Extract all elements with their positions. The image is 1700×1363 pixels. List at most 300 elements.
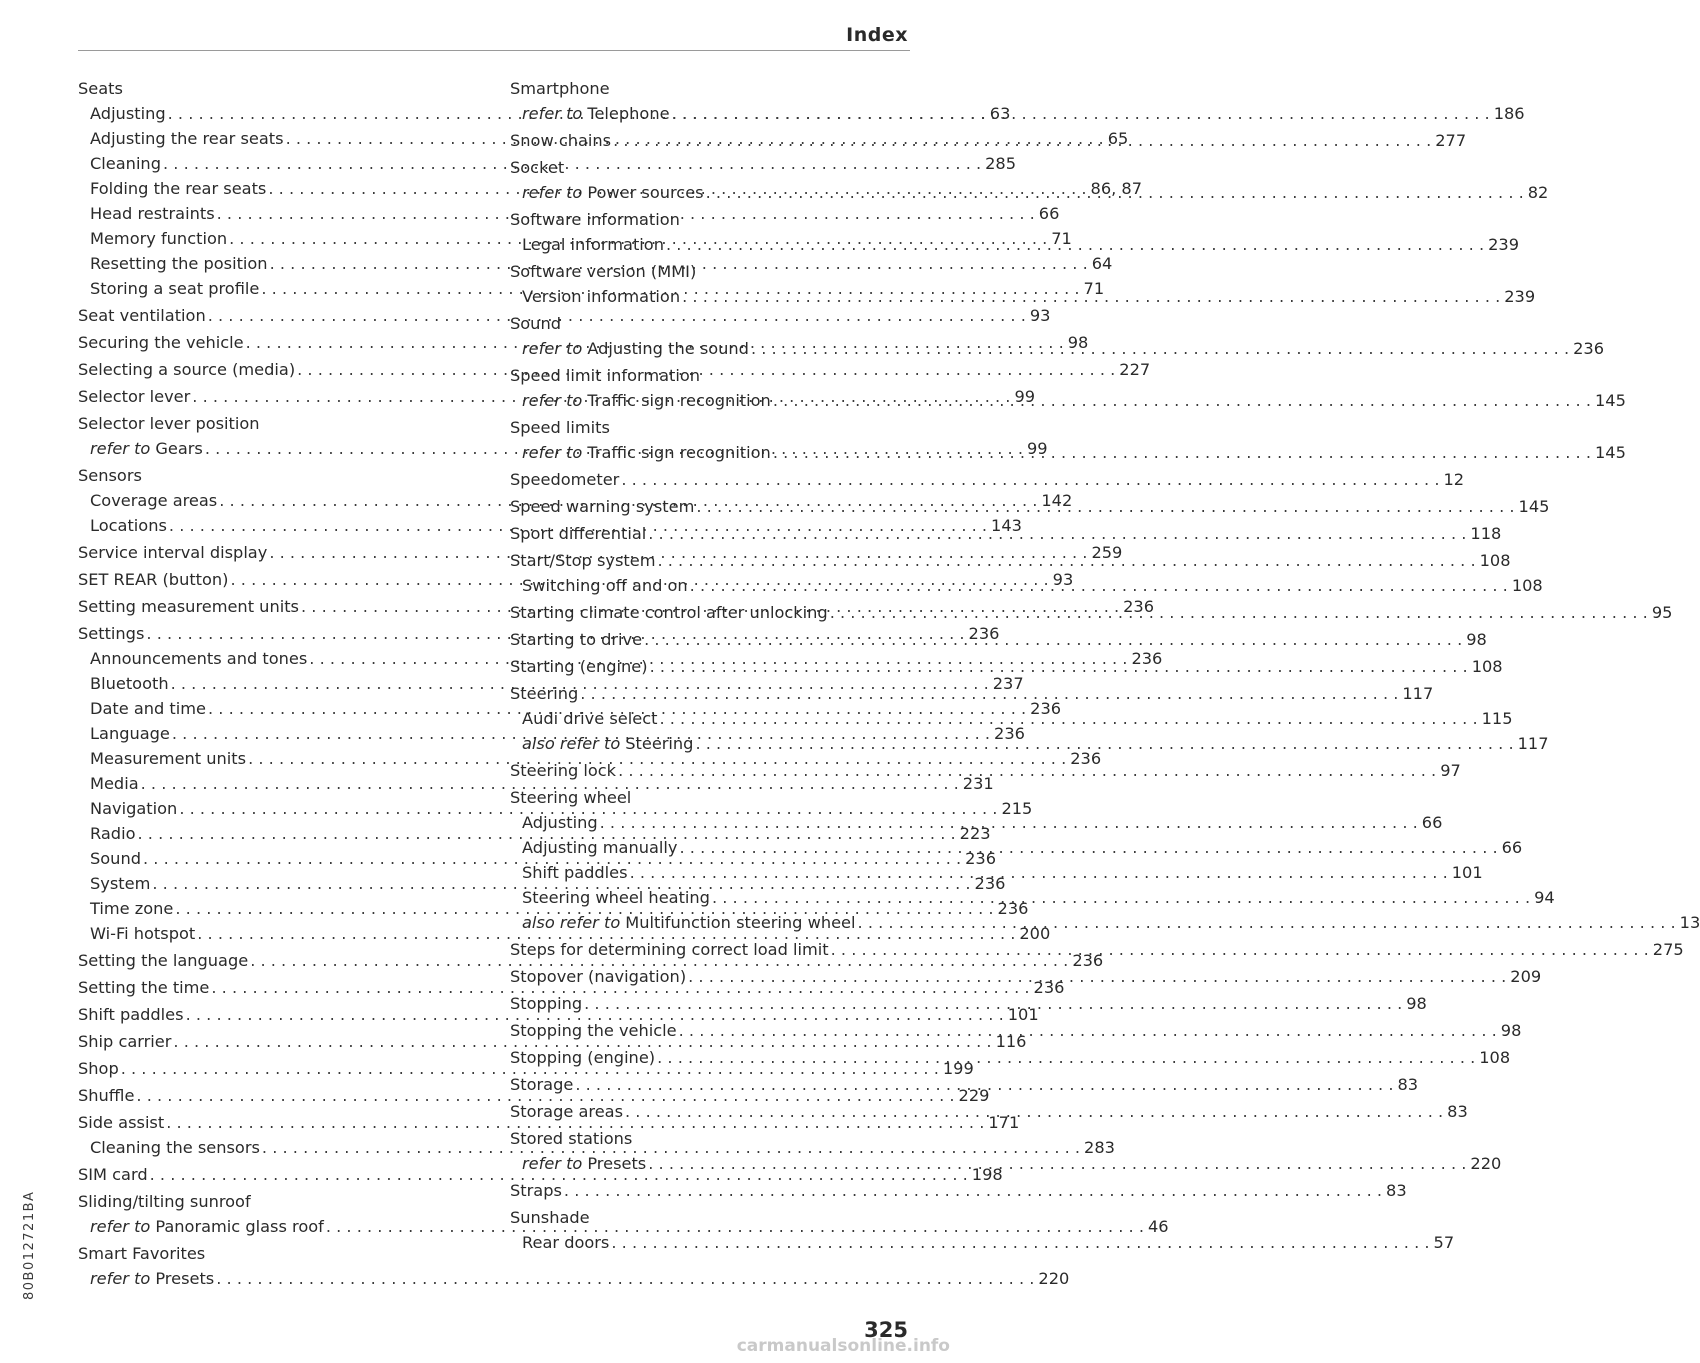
page-reference: 275 <box>1652 940 1684 959</box>
index-term-text: Setting the time <box>78 978 210 997</box>
page-reference: 145 <box>1518 497 1550 516</box>
index-term <box>510 937 829 962</box>
index-term <box>510 128 611 153</box>
index-term-text: Adjusting <box>90 104 166 123</box>
index-term <box>522 573 688 598</box>
page-reference: 223 <box>959 824 991 843</box>
index-term-text: Sensors <box>78 466 142 485</box>
index-term-text: Shift paddles <box>78 1005 184 1024</box>
index-term <box>90 226 227 251</box>
index-term-text: Service interval display <box>78 543 268 562</box>
index-term-text: Stored stations <box>510 1129 633 1148</box>
index-term-text: Memory function <box>90 229 228 248</box>
index-term <box>510 155 564 180</box>
dot-leader <box>688 573 1512 598</box>
index-term-text: Announcements and tones <box>90 649 308 668</box>
index-term-text: Switching off and on <box>522 576 688 595</box>
page-reference: 66 <box>1501 838 1523 857</box>
index-term-text: Wi-Fi hotspot <box>90 924 196 943</box>
page-reference: 108 <box>1479 1048 1511 1067</box>
page-header-title: Index <box>846 24 908 46</box>
index-term-text: Seat ventilation <box>78 306 206 325</box>
index-term <box>522 706 657 731</box>
index-term <box>510 681 578 706</box>
page-reference: 209 <box>1510 967 1542 986</box>
dot-leader <box>686 964 1510 989</box>
index-term-text: Adjusting manually <box>522 838 678 857</box>
page-reference: 236 <box>1573 339 1604 358</box>
index-term <box>510 548 655 573</box>
index-term-text: Ship carrier <box>78 1032 172 1051</box>
dot-leader <box>655 548 1479 573</box>
page-reference: 259 <box>1091 543 1123 562</box>
index-term <box>90 671 169 696</box>
index-entry <box>78 411 476 436</box>
dot-leader <box>582 991 1406 1016</box>
index-term <box>510 654 648 679</box>
page-reference: 115 <box>1481 709 1513 728</box>
index-term <box>78 463 142 488</box>
page-reference: 236 <box>965 849 997 868</box>
index-term-text: Stopping the vehicle <box>510 1021 677 1040</box>
page-reference: 236 <box>1030 699 1062 718</box>
watermark: carmanualsonline.info <box>736 1336 950 1356</box>
index-term-text: Audi drive select <box>522 709 658 728</box>
dot-leader <box>710 885 1534 910</box>
page-reference: 229 <box>958 1086 990 1105</box>
page-reference: 66 <box>1038 204 1060 223</box>
index-term-text: Sunshade <box>510 1208 590 1227</box>
page-reference: 236 <box>1072 951 1104 970</box>
index-term-text: Traffic sign recognition <box>587 391 771 410</box>
dot-leader <box>657 706 1481 731</box>
index-term-text: Sport differential <box>510 524 647 543</box>
index-term-text: System <box>90 874 151 893</box>
index-term-text: Presets <box>587 1154 647 1173</box>
index-term <box>522 336 749 361</box>
index-term-text: Steering <box>625 734 694 753</box>
dot-leader <box>573 1072 1397 1097</box>
index-term-text: Gears <box>155 439 203 458</box>
dot-leader <box>616 758 1440 783</box>
page-reference: 142 <box>1041 491 1073 510</box>
index-term <box>78 1162 148 1187</box>
index-term-text: Date and time <box>90 699 207 718</box>
index-term <box>78 1002 184 1027</box>
index-term <box>510 1099 623 1124</box>
index-term <box>510 1126 632 1151</box>
index-entry <box>510 363 908 388</box>
index-subentry <box>78 1266 1070 1291</box>
index-entry <box>510 467 1465 492</box>
dot-leader <box>664 232 1488 257</box>
index-term <box>522 440 771 465</box>
index-term <box>90 276 259 301</box>
index-term <box>78 357 295 382</box>
index-term <box>510 1045 655 1070</box>
index-term <box>78 948 248 973</box>
page-reference: 97 <box>1440 761 1461 780</box>
dot-leader <box>694 494 1518 519</box>
page-reference: 145 <box>1594 443 1626 462</box>
index-term-text: Settings <box>78 624 145 643</box>
page-reference: 171 <box>988 1113 1020 1132</box>
page-reference: 117 <box>1402 684 1434 703</box>
page-reference: 145 <box>1594 391 1626 410</box>
cross-reference-label: also refer to <box>522 734 621 753</box>
cross-reference-label: refer to <box>522 339 583 358</box>
index-term <box>90 201 215 226</box>
index-term <box>90 251 268 276</box>
index-term-text: Navigation <box>90 799 178 818</box>
index-entry <box>78 76 476 101</box>
index-term-text: Setting measurement units <box>78 597 299 616</box>
cross-reference-label: refer to <box>90 1217 151 1236</box>
index-term <box>510 494 694 519</box>
index-term <box>510 259 696 284</box>
index-entry <box>510 1205 908 1230</box>
index-term-text: Start/Stop system <box>510 551 656 570</box>
page-reference: 98 <box>1406 994 1427 1013</box>
index-term-text: Coverage areas <box>90 491 218 510</box>
index-term <box>510 207 680 232</box>
header-divider <box>78 50 910 51</box>
page-reference: 82 <box>1527 183 1549 202</box>
cross-reference-label: refer to <box>90 1269 151 1288</box>
index-term-text: Speed limit information <box>510 366 701 385</box>
page-reference: 83 <box>1447 1102 1468 1121</box>
index-term <box>78 594 299 619</box>
page-reference: 236 <box>968 624 1000 643</box>
page-reference: 231 <box>962 774 994 793</box>
index-term-text: Cleaning the sensors <box>90 1138 260 1157</box>
index-term-text: Telephone <box>587 104 670 123</box>
dot-leader <box>578 681 1402 706</box>
index-entry <box>510 259 908 284</box>
dot-leader <box>677 835 1501 860</box>
page-reference: 200 <box>1019 924 1051 943</box>
dot-leader <box>771 440 1595 465</box>
page-number: 325 <box>864 1318 908 1342</box>
dot-leader <box>829 937 1653 962</box>
page-reference: 46 <box>1147 1217 1169 1236</box>
index-term-text: Starting to drive <box>510 630 643 649</box>
index-term-text: Shift paddles <box>522 863 628 882</box>
page-reference: 66 <box>1421 813 1443 832</box>
index-term-text: Straps <box>510 1181 562 1200</box>
index-term-text: Starting climate control after unlocking <box>510 603 828 622</box>
page-reference: 199 <box>942 1059 974 1078</box>
page-reference: 236 <box>974 874 1006 893</box>
cross-reference-label: also refer to <box>522 913 621 932</box>
index-term <box>90 488 217 513</box>
dot-leader <box>562 1178 1386 1203</box>
index-term <box>78 1056 119 1081</box>
index-term <box>90 176 266 201</box>
dot-leader <box>648 654 1472 679</box>
index-subentry <box>78 771 994 796</box>
index-term <box>90 1214 324 1239</box>
index-term-text: SIM card <box>78 1165 148 1184</box>
page-reference: 98 <box>1067 333 1089 352</box>
index-term-text: Shuffle <box>78 1086 135 1105</box>
index-entry <box>510 311 908 336</box>
index-term <box>510 991 582 1016</box>
index-term <box>90 101 166 126</box>
index-entry <box>510 1126 908 1151</box>
page-reference: 108 <box>1471 657 1503 676</box>
index-term-text: Steering lock <box>510 761 617 780</box>
page-reference: 99 <box>1014 387 1036 406</box>
index-term-text: Legal information <box>522 235 664 254</box>
page-reference: 83 <box>1386 1181 1407 1200</box>
page-reference: 71 <box>1051 229 1072 248</box>
cross-reference-label: refer to <box>90 439 151 458</box>
index-term <box>78 1029 171 1054</box>
index-entry <box>510 76 908 101</box>
index-term <box>78 975 209 1000</box>
index-entry <box>510 785 908 810</box>
index-term <box>522 1230 609 1255</box>
index-term <box>522 835 677 860</box>
index-term-text: Setting the language <box>78 951 249 970</box>
index-entry <box>78 1241 476 1266</box>
index-subentry <box>510 1230 1455 1255</box>
index-term <box>78 76 123 101</box>
index-term-text: Software version (MMI) <box>510 262 697 281</box>
index-entry <box>78 463 476 488</box>
page-reference: 108 <box>1511 576 1543 595</box>
index-term <box>522 180 704 205</box>
index-term-text: Selector lever position <box>78 414 260 433</box>
index-term-text: Speed limits <box>510 418 610 437</box>
index-term <box>90 1266 214 1291</box>
cross-reference-label: refer to <box>522 443 583 462</box>
index-term <box>78 411 260 436</box>
dot-leader <box>704 180 1528 205</box>
index-term-text: Securing the vehicle <box>78 333 244 352</box>
index-entry <box>510 415 908 440</box>
page-reference: 236 <box>1070 749 1102 768</box>
index-term-text: Language <box>90 724 170 743</box>
dot-leader <box>693 731 1517 756</box>
page-reference: 57 <box>1433 1233 1455 1252</box>
index-term-text: Smartphone <box>510 79 610 98</box>
dot-leader <box>828 600 1652 625</box>
index-term <box>510 758 616 783</box>
page-reference: 236 <box>1123 597 1155 616</box>
page-reference: 98 <box>1500 1021 1522 1040</box>
page-reference: 98 <box>1466 630 1487 649</box>
index-term-text: Side assist <box>78 1113 165 1132</box>
page-reference: 283 <box>1084 1138 1115 1157</box>
index-term-text: Storage areas <box>510 1102 624 1121</box>
index-term <box>90 771 139 796</box>
index-term <box>510 1205 590 1230</box>
page-reference: 220 <box>1038 1269 1070 1288</box>
index-term-text: Stopping (engine) <box>510 1048 656 1067</box>
page-reference: 108 <box>1479 551 1511 570</box>
index-term-text: Seats <box>78 79 123 98</box>
cross-reference-label: refer to <box>522 391 583 410</box>
index-term-text: Time zone <box>90 899 174 918</box>
index-term <box>510 785 631 810</box>
index-term-text: Folding the rear seats <box>90 179 267 198</box>
page-reference: 99 <box>1026 439 1048 458</box>
index-term <box>90 646 307 671</box>
dot-leader <box>623 1099 1447 1124</box>
page-reference: 63 <box>989 104 1011 123</box>
page-reference: 198 <box>971 1165 1003 1184</box>
index-term-text: Steering wheel heating <box>522 888 710 907</box>
index-term <box>90 871 150 896</box>
page-reference: 64 <box>1091 254 1113 273</box>
dot-leader <box>628 860 1452 885</box>
index-term <box>90 513 167 538</box>
page-reference: 83 <box>1397 1075 1419 1094</box>
index-entry <box>78 1189 476 1214</box>
page-reference: 94 <box>1534 888 1555 907</box>
index-term-text: Starting (engine) <box>510 657 648 676</box>
index-term <box>90 151 161 176</box>
index-term <box>90 1135 260 1160</box>
page-reference: 236 <box>997 899 1029 918</box>
page-reference: 65 <box>1107 129 1129 148</box>
page-reference: 220 <box>1470 1154 1502 1173</box>
index-term-text: Selecting a source (media) <box>78 360 296 379</box>
index-term-text: Storing a seat profile <box>90 279 260 298</box>
dot-leader <box>646 1151 1470 1176</box>
page-reference: 13 <box>1679 913 1700 932</box>
index-term-text: Steps for determining correct load limit <box>510 940 829 959</box>
index-term <box>90 721 170 746</box>
index-term <box>78 1083 134 1108</box>
page-reference: 215 <box>1001 799 1033 818</box>
index-term-text: Steering <box>510 684 579 703</box>
page-reference: 285 <box>985 154 1017 173</box>
index-term-text: Media <box>90 774 139 793</box>
page-reference: 71 <box>1083 279 1105 298</box>
index-term <box>78 621 144 646</box>
dot-leader <box>655 1045 1479 1070</box>
index-term <box>78 303 206 328</box>
index-entry <box>510 207 908 232</box>
index-term <box>78 330 244 355</box>
dot-leader <box>749 336 1573 361</box>
index-term <box>510 467 619 492</box>
page-reference: 236 <box>1033 978 1065 997</box>
index-term <box>522 885 710 910</box>
dot-leader <box>642 627 1466 652</box>
page-reference: 118 <box>1470 524 1502 543</box>
index-term <box>522 731 693 756</box>
index-term-text: Stopover (navigation) <box>510 967 687 986</box>
page-reference: 116 <box>995 1032 1027 1051</box>
index-term-text: Radio <box>90 824 136 843</box>
dot-leader <box>598 810 1422 835</box>
dot-leader <box>609 1230 1433 1255</box>
index-term <box>510 627 642 652</box>
index-term-text: Software information <box>510 210 680 229</box>
index-term <box>510 76 610 101</box>
index-term-text: Presets <box>155 1269 215 1288</box>
index-term <box>522 910 856 935</box>
page-reference: 236 <box>994 724 1025 743</box>
page-reference: 93 <box>1052 570 1074 589</box>
page-reference: 236 <box>1131 649 1163 668</box>
page-reference: 277 <box>1435 131 1467 150</box>
index-term <box>522 388 771 413</box>
index-term-text: Head restraints <box>90 204 215 223</box>
index-term <box>78 384 190 409</box>
dot-leader <box>677 1018 1501 1043</box>
index-term-text: Panoramic glass roof <box>155 1217 324 1236</box>
index-term <box>78 567 229 592</box>
index-term-text: Cleaning <box>90 154 161 173</box>
index-term-text: Measurement units <box>90 749 247 768</box>
index-term <box>90 896 173 921</box>
index-term-text: Resetting the position <box>90 254 268 273</box>
page-reference: 101 <box>1451 863 1483 882</box>
index-term-text: Sound <box>510 314 561 333</box>
index-term <box>510 964 686 989</box>
dot-leader <box>856 910 1680 935</box>
index-term-text: Sound <box>90 849 141 868</box>
dot-leader <box>680 284 1504 309</box>
index-term <box>522 232 664 257</box>
page-reference: 12 <box>1443 470 1465 489</box>
index-term-text: Storage <box>510 1075 574 1094</box>
document-code: 80B012721BA <box>22 1190 37 1300</box>
index-term-text: Shop <box>78 1059 119 1078</box>
index-term-text: Adjusting the sound <box>587 339 749 358</box>
index-term <box>510 521 646 546</box>
page-reference: 95 <box>1651 603 1673 622</box>
index-term <box>90 821 136 846</box>
index-term-text: Stopping <box>510 994 583 1013</box>
index-term <box>78 540 267 565</box>
index-term <box>510 600 828 625</box>
index-term-text: Speedometer <box>510 470 620 489</box>
index-term <box>90 126 284 151</box>
index-term <box>90 921 195 946</box>
index-term-text: Adjusting <box>522 813 598 832</box>
index-term <box>78 1110 164 1135</box>
index-term-text: Version information <box>522 287 681 306</box>
page-reference: 117 <box>1517 734 1549 753</box>
index-term <box>522 284 680 309</box>
index-term-text: Bluetooth <box>90 674 169 693</box>
index-term <box>522 1151 646 1176</box>
dot-leader <box>771 388 1595 413</box>
page-reference: 143 <box>991 516 1022 535</box>
index-term-text: Speed warning system <box>510 497 695 516</box>
index-entry <box>510 155 908 180</box>
page-reference: 186 <box>1493 104 1525 123</box>
page-reference: 237 <box>992 674 1024 693</box>
page-reference: 101 <box>1007 1005 1039 1024</box>
index-term <box>510 1072 573 1097</box>
index-entry <box>510 1178 1407 1203</box>
index-term-text: Sliding/tilting sunroof <box>78 1192 251 1211</box>
dot-leader <box>611 128 1435 153</box>
index-term <box>90 436 203 461</box>
dot-leader <box>214 1266 1038 1291</box>
index-term-text: Selector lever <box>78 387 191 406</box>
index-term-text: Multifunction steering wheel <box>625 913 856 932</box>
dot-leader <box>619 467 1443 492</box>
index-term-text: Power sources <box>587 183 704 202</box>
